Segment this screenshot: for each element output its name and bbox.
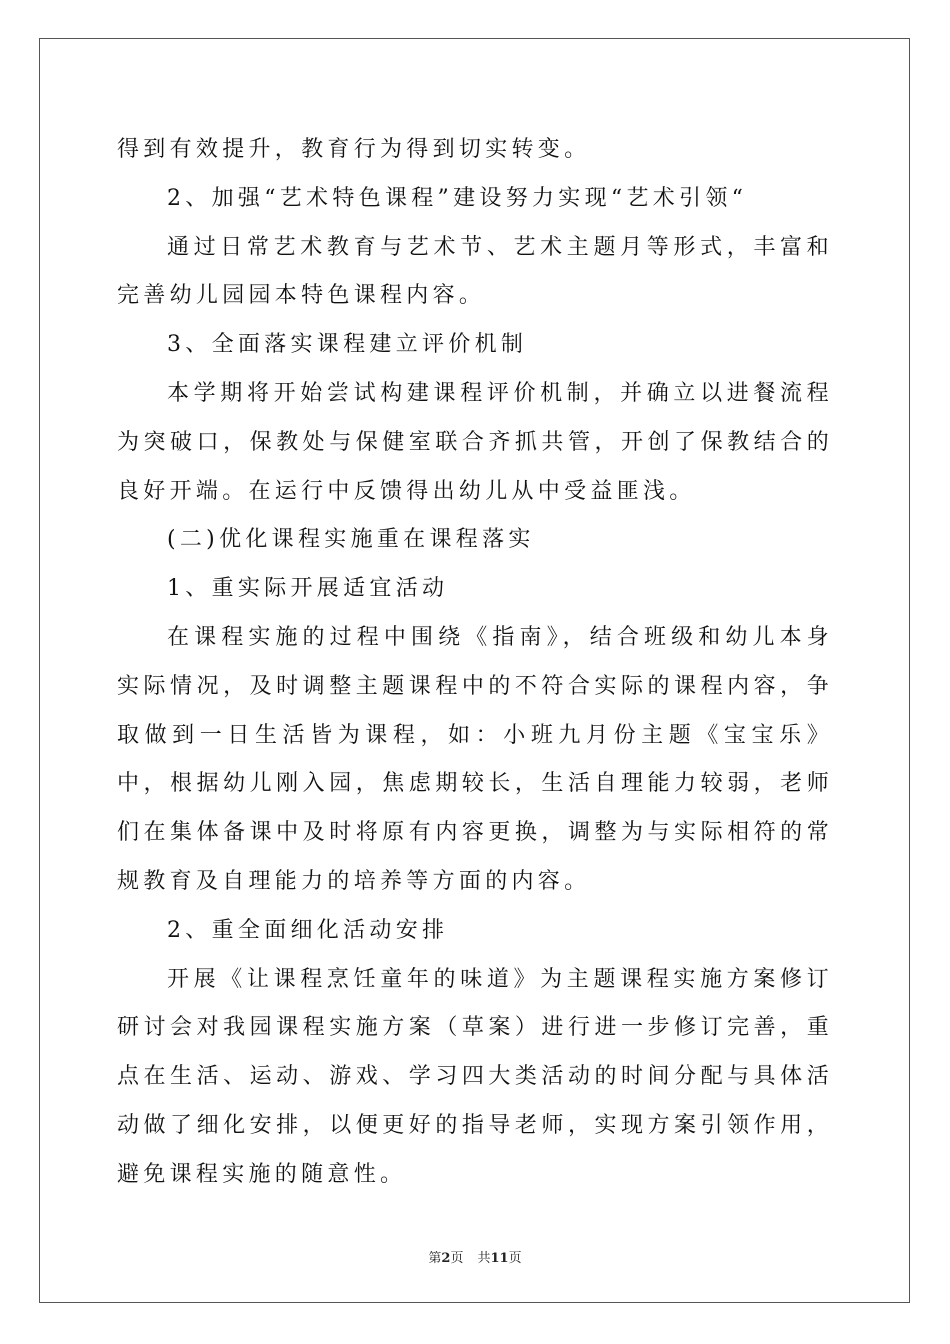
- paragraph-practical-activities: 在课程实施的过程中围绕《指南》，结合班级和幼儿本身实际情况，及时调整主题课程中的不符合实际的课程内容，争取做到一日生活皆为课程，如：小班九月份主题《宝宝乐》中，根据幼儿刚入园，焦虑期较长，生活自理能力较弱，老师们在集体备课中及时将原有内容更换，调整为与实际相符的常规教育及自理能力的培养等方面的内容。: [117, 624, 833, 894]
- heading-art-curriculum: 2、加强“艺术特色课程”建设努力实现“艺术引领“: [167, 185, 748, 211]
- page-prefix: 第: [428, 1251, 442, 1266]
- heading-activity-arrangement: 2、重全面细化活动安排: [167, 917, 449, 943]
- total-prefix: 共: [477, 1251, 491, 1266]
- heading-practical-activities: 1、重实际开展适宜活动: [167, 576, 449, 602]
- total-unit: 页: [508, 1251, 522, 1266]
- page-unit: 页: [450, 1251, 464, 1266]
- paragraph-evaluation: 本学期将开始尝试构建课程评价机制，并确立以进餐流程为突破口，保教处与保健室联合齐抓共管，开创了保教结合的良好开端。在运行中反馈得出幼儿从中受益匪浅。: [117, 380, 833, 504]
- paragraph-1: 得到有效提升，教育行为得到切实转变。: [117, 137, 591, 162]
- paragraph-art-education: 通过日常艺术教育与艺术节、艺术主题月等形式，丰富和完善幼儿园园本特色课程内容。: [117, 234, 833, 309]
- heading-evaluation-mechanism: 3、全面落实课程建立评价机制: [167, 332, 528, 358]
- page-current: 2: [441, 1251, 451, 1266]
- document-body: [117, 126, 833, 1200]
- heading-optimize-implementation: (二)优化课程实施重在课程落实: [167, 527, 535, 553]
- paragraph-activity-arrangement: 开展《让课程烹饪童年的味道》为主题课程实施方案修订研讨会对我园课程实施方案（草案）进行进一步修订完善，重点在生活、运动、游戏、学习四大类活动的时间分配与具体活动做了细化安排，以便更好的指导老师，实现方案引领作用，避免课程实施的随意性。: [117, 966, 833, 1187]
- page-total: 11: [490, 1251, 509, 1266]
- page-footer: [0, 1251, 950, 1267]
